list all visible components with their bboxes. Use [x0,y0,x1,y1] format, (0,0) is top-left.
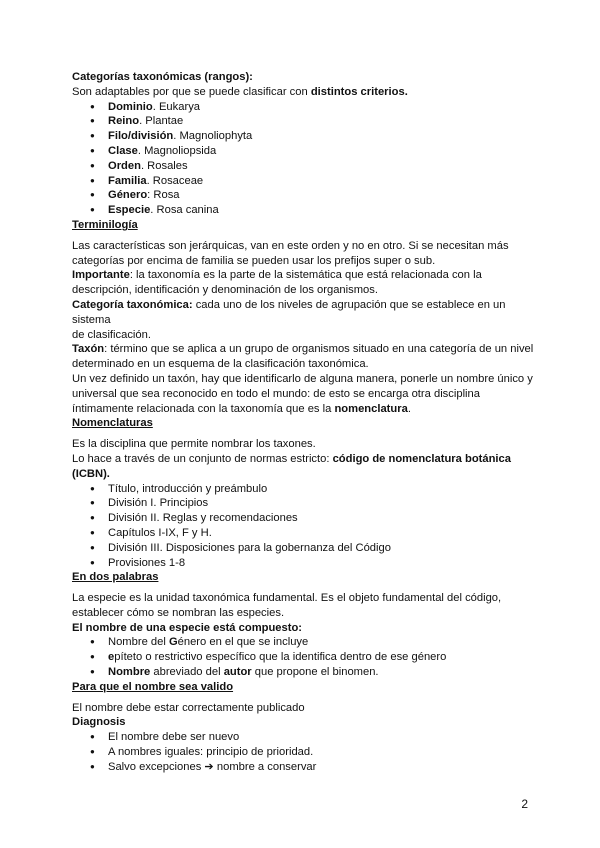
list-item: ● Provisiones 1-8 [108,556,534,571]
list-item: ● Clase. Magnoliopsida [108,144,534,159]
list-item: ● División III. Disposiciones para la gobernanza del Código [108,541,534,556]
list-item: ● Especie. Rosa canina [108,203,534,218]
heading-terminologia: Terminilogía [72,218,138,231]
intro-paragraph: Son adaptables por que se puede clasificar con distintos criterios. [72,85,408,98]
list-item: ● El nombre debe ser nuevo [108,730,534,745]
list-item: ● Familia. Rosaceae [108,174,534,189]
list-item: ● Nombre del Género en el que se incluye [108,635,534,650]
paragraph-nomenclatura: Un vez definido un taxón, hay que identificarlo de alguna manera, ponerle un nombre único y universal que sea reconocido en todo el mundo: de esto se encarga otra disciplina íntimamente relacionada con la taxonomía que es la nomenclatura. [72,372,533,415]
paragraph-taxon: Taxón: término que se aplica a un grupo de organismos situado en una categoría de un nivel determinado en un esquema de la clasificación taxonómica. [72,343,534,371]
paragraph: La especie es la unidad taxonómica fundamental. Es el objeto fundamental del código, establecer cómo se nombran las especies. [72,592,502,619]
list-item: ● División II. Reglas y recomendaciones [108,511,534,526]
list-item: ● Nombre abreviado del autor que propone el binomen. [108,665,534,680]
document-page [72,70,534,775]
subheading: El nombre de una especie está compuesto: [72,621,303,634]
paragraph: El nombre debe estar correctamente publicado [72,701,305,714]
paragraph-categoria-cont: de clasificación. [72,328,151,341]
heading-nomenclaturas: Nomenclaturas [72,417,153,430]
heading-valido: Para que el nombre sea valido [72,680,234,693]
list-item: ● Género: Rosa [108,188,534,203]
ranks-list [72,100,534,218]
list-item: ● Filo/división. Magnoliophyta [108,129,534,144]
heading-dos-palabras: En dos palabras [72,571,159,584]
paragraph: Las características son jerárquicas, van en este orden y no en otro. Si se necesitan más categorías por encima de familia se pueden usar los prefijos super o sub. [72,239,509,267]
paragraph-categoria: Categoría taxonómica: cada uno de los niveles de agrupación que se establece en un sistema [72,298,506,326]
paragraph: Es la disciplina que permite nombrar los taxones. [72,438,316,451]
paragraph-importante: Importante: la taxonomía es la parte de la sistemática que está relacionada con la descripción, identificación y denominación de los organismos. [72,269,482,297]
list-item: ● Dominio. Eukarya [108,100,534,115]
list-item: ● División I. Principios [108,496,534,511]
list-item: ● epíteto o restrictivo específico que la identifica dentro de ese género [108,650,534,665]
list-item: ● A nombres iguales: principio de prioridad. [108,745,534,760]
list-item: ● Salvo excepciones ➔ nombre a conservar [108,760,534,775]
list-item: ● Título, introducción y preámbulo [108,482,534,497]
list-item: ● Orden. Rosales [108,159,534,174]
subheading: Diagnosis [72,716,126,729]
list-item: ● Reino. Plantae [108,114,534,129]
page-number: 2 [521,797,528,811]
paragraph-codigo: Lo hace a través de un conjunto de normas estricto: código de nomenclatura botánica (ICBN). [72,452,511,480]
list-item: ● Capítulos I-IX, F y H. [108,526,534,541]
code-list [72,482,534,571]
section-title: Categorías taxonómicas (rangos): [72,71,253,83]
diagnosis-list [72,730,534,774]
name-parts-list [72,635,534,679]
